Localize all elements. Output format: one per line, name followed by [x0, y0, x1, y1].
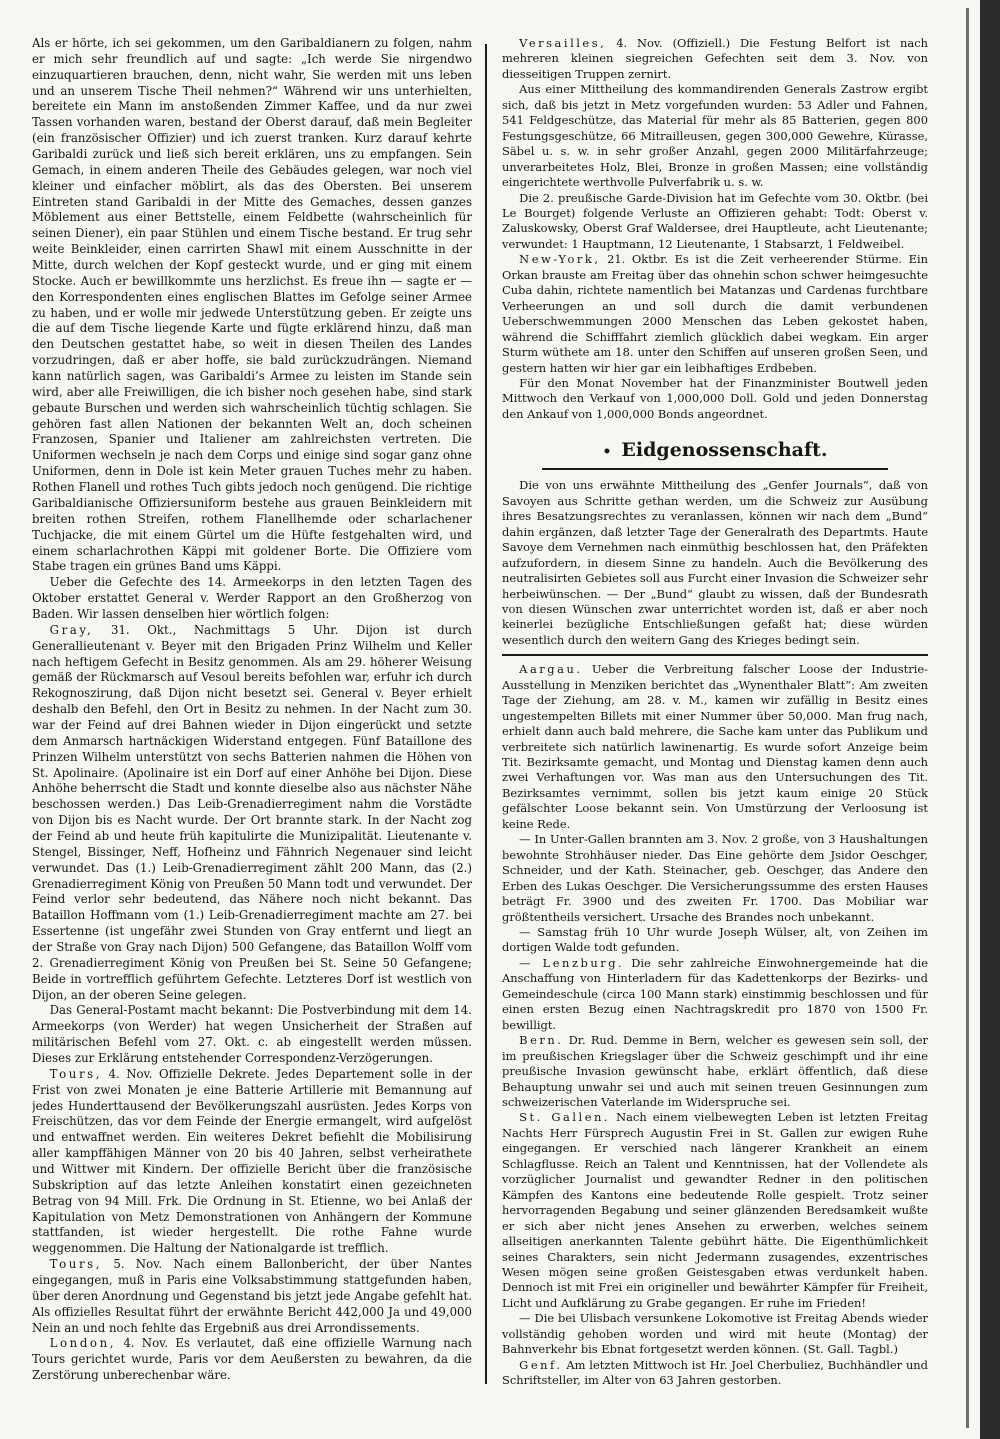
aargau-paragraph: Aargau. Ueber die Verbreitung falscher Loose der Industrie-Ausstellung in Menziken berichtet das „Wynenthaler Blatt“: Am zweiten Tage der Ziehung, am 28. v. M., kamen wir zufällig in Besitz eines ungestempelten Billets mit einer Nummer über 50,000. Man frug nach, erhielt dann auch bald mehrere, die Sache kam unter das Publikum und verbreitete sich natürlich lawinenartig. Es wurde sofort Anzeige beim Tit. Bezirksamte gemacht, und Montag und Dienstag kamen denn auch zwei Verhaftungen vor. Was man aus den Untersuchungen des Tit. Bezirksamtes vernimmt, sollen bis jetzt kaum einige 20 Stück gefälschter Loose bekannt sein. Von Umstürzung der Verloosung ist keine Rede. — [502, 662, 928, 831]
versailles-dispatch: Versailles, 4. Nov. (Offiziell.) Die Festung Belfort ist nach mehreren kleinen siegreichen Gefechten seit dem 3. Nov. von diesseitigen Truppen zernirt. — [502, 36, 928, 81]
garibaldi-report-paragraph: Als er hörte, ich sei gekommen, um den Garibaldianern zu folgen, nahm er mich sehr freundlich auf und sagte: „Ich werde Sie nirgendwo einzuquartieren brauchen, denn, nicht wahr, Sie werden mit uns leben und an unserem Tische Theil nehmen?“ Während wir uns unterhielten, bereitete ein Mann im anstoßenden Zimmer Kaffee, und da nur zwei Tassen vorhanden waren, bestand der Oberst darauf, daß mein Begleiter (ein französischer Offizier) und ich zuerst tranken. Kurz darauf kehrte Garibaldi zurück und ließ sich bereit erklären, uns zu empfangen. Sein Gemach, in einem anderen Theile des Gebäudes gelegen, war noch viel kleiner und einfacher möblirt, als das des Obersten. Bei unserem Eintreten stand Garibaldi in der Mitte des Gemaches, dessen ganzes Möblement aus einer Bettstelle, einem Feldbette (wahrscheinlich für seinen Diener), ein paar Stühlen und einem Tische bestand. Er trug sehr weite Beinkleider, einen carrirten Shawl mit einem Ausschnitte in der Mitte, durch welchen der Kopf gesteckt wurde, und er ging mit einem Stocke. Auch er bewillkommte uns herzlichst. Es freue ihn — sagte er — den Korrespondenten eines englischen Blattes im Gefolge seiner Armee zu haben, und er wolle mir jedwede Unterstützung geben. Er zeigte uns die auf dem Tische liegende Karte und fügte erklärend hinzu, daß man den Deutschen gestattet habe, so weit in diesen Theilen des Landes vorzudringen, daß er aber hoffe, sie bald zurückzudrängen. Niemand kann natürlich sagen, was Garibaldi’s Armee zu leisten im Stande sein wird, aber alle Freiwilligen, die ich bisher noch gesehen habe, sind stark gebaute Burschen und werden sich wahrscheinlich tüchtig schlagen. Sie gehören fast allen Nationen der bekannten Welt an, doch scheinen Franzosen, Spanier und Italiener am zahlreichsten vertreten. Die Uniformen wechseln je nach dem Corps und einige sind sogar ganz ohne Uniformen, denn in Dole ist kein Meter grauen Tuches mehr zu haben. Rothen Flanell und rothes Tuch gibts jedoch noch genügend. Die richtige Garibaldianische Offiziersuniform bestehe aus grauen Beinkleidern mit breiten rothen Streifen, rothem Flanellhemde oder scharlachener Tuchjacke, die mit einem Gürtel um die Hüfte festgehalten wird, und einem scharlachrothen Käppi mit goldener Borte. Die Offiziere vom Stabe tragen ein grünes Band ums Käppi. — [32, 36, 472, 574]
ulisbach-paragraph: — Die bei Ulisbach versunkene Lokomotive ist Freitag Abends wieder vollständig gehoben worden und wird mit heute (Montag) der Bahnverkehr bis Ebnat fortgesetzt werden können. (St. Gall. Tagbl.) — [502, 1311, 928, 1357]
section-heading: • Eidgenossenschaft. — [602, 439, 828, 462]
column-rule — [485, 44, 487, 1384]
metz-inventory-paragraph: Aus einer Mittheilung des kommandirenden Generals Zastrow ergibt sich, daß bis jetzt in Metz vorgefunden wurden: 53 Adler und Fahnen, 541 Feldgeschütze, das Material für mehr als 85 Batterien, gegen 800 Festungsgeschütze, 66 Mitrailleusen, gegen 300,000 Gewehre, Kürasse, Säbel u. s. w. in sehr großer Anzahl, gegen 2000 Militärfahrzeuge; unverarbeitetes Holz, Blei, Bronze in großen Massen; eine vollständig eingerichtete werthvolle Pulverfabrik u. s. w. — [502, 82, 928, 190]
tours-dispatch-2: Tours, 5. Nov. Nach einem Ballonbericht, der über Nantes eingegangen, muß in Paris eine Volksabstimmung stattgefunden haben, über deren Anordnung und Gegenstand bis jetzt jede Angabe gefehlt hat. Als offizielles Resultat führt der erwähnte Bericht 442,000 Ja und 49,000 Nein an und noch fehlte das Ergebniß aus drei Arrondissements. — [32, 1257, 472, 1335]
source-citation: (St. Gall. Tagbl.) — [803, 1342, 898, 1357]
st-gallen-paragraph: St. Gallen. Nach einem vielbewegten Leben ist letzten Freitag Nachts Herr Fürsprech Augustin Frei in St. Gallen zur ewigen Ruhe eingegangen. Er verschied nach längerer Krankheit an einem Schlagflusse. Reich an Talent und Kenntnissen, hat der Vollendete als vorzüglicher Journalist und gewandter Redner in den politischen Kämpfen des Kantons eine bedeutende Rolle gespielt. Trotz seiner hervorragenden Begabung und seiner glänzenden Beredsamkeit wußte er sich aber nicht jenes Ansehen zu erwerben, welches seinem allseitigen anerkannten Talente gebührt hätte. Die Eigenthümlichkeit seines Charakters, sein nicht Jedermann zusagendes, exzentrisches Wesen mögen seine großen Geistesgaben etwas verdunkelt haben. Dennoch ist mit Frei ein origineller und bewährter Kämpfer für Freiheit, Licht und Aufklärung zu Grabe gegangen. Er ruhe im Frieden! — [502, 1110, 928, 1310]
gray-dispatch: Gray, 31. Okt., Nachmittags 5 Uhr. Dijon ist durch Generallieutenant v. Beyer mit den Brigaden Prinz Wilhelm und Keller nach heftigem Gefecht in Besitz genommen. Als am 29. höherer Weisung gemäß der Rückmarsch auf Vesoul bereits befohlen war, erfuhr ich durch Rekognoszirung, daß Dijon nicht besetzt sei. General v. Beyer erhielt deshalb den Befehl, den Ort in Besitz zu nehmen. In der Nacht zum 30. war der Feind auf drei Bahnen wieder in Dijon eingerückt und setzte dem Anmarsch hartnäckigen Widerstand entgegen. Fünf Bataillone des Prinzen Wilhelm unterstützt von sechs Batterien nahmen die Höhen von St. Apolinaire. (Apolinaire ist ein Dorf auf einer Anhöhe bei Dijon. Diese Anhöhe beherrscht die Stadt und konnte dieselbe also aus nächster Nähe beschossen werden.) Das Leib-Grenadierregiment nahm die Vorstädte von Dijon bis es Nacht wurde. Der Ort brannte stark. In der Nacht zog der Feind ab und heute früh kapitulirte die Munizipalität. Lieutenante v. Stengel, Bissinger, Neff, Hofheinz und Fähnrich Negenauer sind leicht verwundet. Das (1.) Leib-Grenadierregiment zählt 200 Mann, das (2.) Grenadierregiment König von Preußen 50 Mann todt und verwundet. Der Feind verlor sehr bedeutend, das Nähere noch nicht bekannt. Das Bataillon Hoffmann vom (1.) Leib-Grenadierregiment machte am 27. bei Essertenne (ist ungefähr zwei Stunden von Gray entfernt und liegt an der Straße von Gray nach Dijon) 500 Gefangene, das Bataillon Wolff vom 2. Grenadierregiment König von Preußen bei St. Seine 50 Gefangene; Beide in vortrefflich geführtem Gefechte. Letzteres Dorf ist westlich von Dijon, an der oberen Seine gelegen. — [32, 622, 472, 1002]
right-column — [502, 36, 928, 1406]
heading-bullet: • — [602, 444, 612, 461]
newyork-dispatch: New-York, 21. Oktbr. Es ist die Zeit verheerender Stürme. Ein Orkan brauste am Freitag über das ohnehin schon schwer heimgesuchte Cuba dahin, richtete namentlich bei Matanzas und Cardenas furchtbare Verheerungen an und soll durch die damit verbundenen Ueberschwemmungen 2000 Menschen das Leben gekostet haben, während die Schifffahrt ziemlich glücklich dabei wegkam. Ein arger Sturm wüthete am 18. unter den Schiffen auf unseren großen Seen, und gestern hatten wir hier gar ein leibhaftiges Erdbeben. — [502, 252, 928, 375]
tours-dispatch-1: Tours, 4. Nov. Offizielle Dekrete. Jedes Departement solle in der Frist von zwei Monaten je eine Batterie Artillerie mit Bemannung auf jedes Hunderttausend der Bevölkerungszahl ausrüsten. Jedes Korps von Freischützen, das vor dem Feinde der Energie ermangelt, wird aufgelöst und entwaffnet werden. Ein weiteres Dekret befiehlt die Mobilisirung aller kampffähigen Männer von 20 bis 40 Jahren, selbst verheirathete und Wittwer mit Kindern. Der offizielle Bericht über die französische Subskription auf das letzte Anleihen konstatirt einen gezeichneten Betrag von 94 Mill. Frk. Die Ordnung in St. Etienne, wo bei Anlaß der Kapitulation von Metz Demonstrationen von Anhängern der Kommune stattfanden, ist wieder hergestellt. Die rothe Fahne wurde weggenommen. Die Haltung der Nationalgarde ist trefflich. — [32, 1066, 472, 1256]
werder-report-intro: Ueber die Gefechte des 14. Armeekorps in den letzten Tagen des Oktober erstattet General v. Werder Rapport an den Großherzog von Baden. Wir lassen denselben hier wörtlich folgen: — [32, 575, 472, 621]
zeihen-paragraph: — Samstag früh 10 Uhr wurde Joseph Wülser, alt, von Zeihen im dortigen Walde todt gefunden. — [502, 925, 928, 955]
london-dispatch: London, 4. Nov. Es verlautet, daß eine offizielle Warnung nach Tours gerichtet wurde, Paris vor dem Aeußersten zu bewahren, da die Zerstörung unberechenbar wäre. — [32, 1336, 472, 1383]
garde-division-losses: Die 2. preußische Garde-Division hat im Gefechte vom 30. Oktbr. (bei Le Bourget) folgende Verluste an Offizieren gehabt: Todt: Oberst v. Zaluskowsky, Oberst Graf Waldersee, drei Hauptleute, acht Lieutenante; verwundet: 1 Hauptmann, 12 Lieutenante, 1 Stabsarzt, 1 Feldweibel. — [502, 190, 928, 251]
scan-border — [980, 0, 1000, 1439]
boutwell-paragraph: Für den Monat November hat der Finanzminister Boutwell jeden Mittwoch den Verkauf von 1,000,000 Doll. Gold und jeden Donnerstag den Ankauf von 1,000,000 Bonds angeordnet. — [502, 375, 928, 421]
unter-gallen-paragraph: — In Unter-Gallen brannten am 3. Nov. 2 große, von 3 Haushaltungen bewohnte Strohhäuser nieder. Das Eine gehörte dem Jsidor Oeschger, Schneider, und der Kath. Steinacher, geb. Oeschger, das Andere den Erben des Lukas Oeschger. Die Versicherungssumme des ersten Hauses beträgt Fr. 3900 und des zweiten Fr. 1700. Das Mobiliar war größtentheils versichert. Ursache des Brandes noch unbekannt. — [502, 832, 928, 924]
genf-paragraph: Genf. Am letzten Mittwoch ist Hr. Joel Cherbuliez, Buchhändler und Schriftsteller, im Alter von 63 Jahren gestorben. — [502, 1357, 928, 1388]
bern-paragraph: Bern. Dr. Rud. Demme in Bern, welcher es gewesen sein soll, der im preußischen Kriegslager über die Schweiz geschimpft und ihr eine preußische Invasion gewünscht habe, erklärt öffentlich, daß diese Behauptung unwahr sei und auch mit seinen treuen Gesinnungen zum schweizerischen Vaterlande im Widerspruche sei. — [502, 1033, 928, 1109]
lenzburg-paragraph: — Lenzburg. Die sehr zahlreiche Einwohnergemeinde hat die Anschaffung von Hinterladern für das Kadettenkorps der Bezirks- und Gemeindeschule (circa 100 Mann stark) einstimmig beschlossen und für einen ersten Bezug einen Nachtragskredit pro 1870 von 1500 Fr. bewilligt. — [502, 955, 928, 1032]
section-separator — [502, 654, 928, 656]
page-edge-line — [966, 8, 969, 1428]
savoyen-paragraph: Die von uns erwähnte Mittheilung des „Genfer Journals“, daß von Savoyen aus Schritte gethan werden, um die Schweiz zur Ausübung ihres Besatzungsrechtes zu veranlassen, können wir nach dem „Bund“ dahin ergänzen, daß letzter Tage der Generalrath des Departmts. Haute Savoye dem Vernehmen nach einmüthig beschlossen hat, den Präfekten aufzufordern, in diesem Sinne zu handeln. Auch die Bevölkerung des neutralisirten Gebietes soll aus Furcht einer Invasion die Schweizer sehr herbeiwünschen. — Der „Bund“ glaubt zu wissen, daß der Bundesrath von diesen Wünschen zwar unterrichtet worden ist, daß er aber noch keinerlei bezügliche Entschließungen gefaßt hat; diese würden wesentlich durch den weitern Gang des Krieges bedingt sein. — [502, 478, 928, 647]
heading-underline — [542, 468, 888, 470]
postamt-notice: Das General-Postamt macht bekannt: Die Postverbindung mit dem 14. Armeekorps (von Werder) hat wegen Unsicherheit der Straßen auf militärischen Befehl vom 27. Okt. c. ab eingestellt werden müssen. Dieses zur Erklärung entstehender Correspondenz-Verzögerungen. — [32, 1003, 472, 1065]
left-column — [32, 36, 472, 1406]
